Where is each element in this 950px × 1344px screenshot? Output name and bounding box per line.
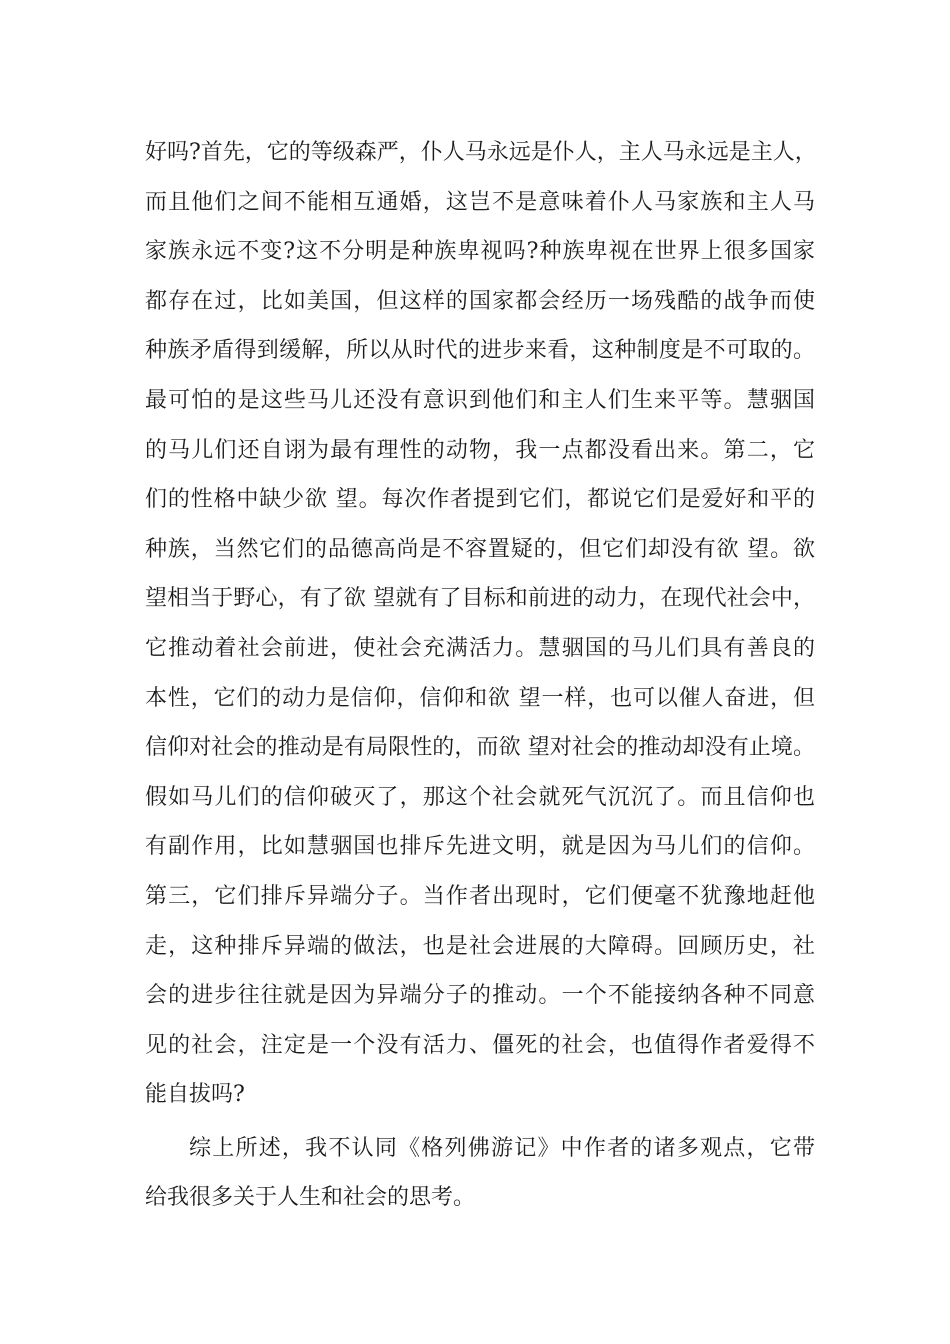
text-line: 信仰对社会的推动是有局限性的，而欲 望对社会的推动却没有止境。: [145, 735, 815, 761]
text-line: 好吗?首先，它的等级森严，仆人马永远是仆人，主人马永远是主人，: [145, 140, 817, 165]
text-line: 种族矛盾得到缓解，所以从时代的进步来看，这种制度是不可取的。: [145, 338, 815, 364]
paragraph: [145, 128, 815, 1120]
text-line: 第三，它们排斥异端分子。当作者出现时，它们便毫不犹豫地赶他: [145, 883, 815, 909]
text-line: 种族，当然它们的品德高尚是不容置疑的，但它们却没有欲 望。欲: [145, 536, 815, 562]
paragraph: [145, 1124, 815, 1223]
text-line: 望相当于野心，有了欲 望就有了目标和前进的动力，在现代社会中，: [145, 586, 815, 612]
text-line: 而且他们之间不能相互通婚，这岂不是意味着仆人马家族和主人马: [145, 189, 815, 215]
text-line: 它推动着社会前进，使社会充满活力。慧骃国的马儿们具有善良的: [145, 635, 815, 661]
text-line: 最可怕的是这些马儿还没有意识到他们和主人们生来平等。慧骃国: [145, 387, 815, 413]
text-line: 们的性格中缺少欲 望。每次作者提到它们，都说它们是爱好和平的: [145, 487, 815, 513]
text-line: 会的进步往往就是因为异端分子的推动。一个不能接纳各种不同意: [145, 983, 815, 1009]
text-line: 见的社会，注定是一个没有活力、僵死的社会，也值得作者爱得不: [145, 1032, 815, 1058]
text-line: 假如马儿们的信仰破灭了，那这个社会就死气沉沉了。而且信仰也: [145, 784, 815, 810]
document-body: [145, 128, 815, 1223]
text-line: 走，这种排斥异端的做法，也是社会进展的大障碍。回顾历史，社: [145, 933, 815, 959]
text-line: 家族永远不变?这不分明是种族卑视吗?种族卑视在世界上很多国家: [145, 239, 815, 265]
text-line: 能自拔吗?: [145, 1082, 245, 1108]
text-line: 都存在过，比如美国，但这样的国家都会经历一场残酷的战争而使: [145, 288, 815, 314]
text-line: 有副作用，比如慧骃国也排斥先进文明，就是因为马儿们的信仰。: [145, 834, 815, 860]
text-line: 本性，它们的动力是信仰，信仰和欲 望一样，也可以催人奋进，但: [145, 685, 815, 711]
text-line: 给我很多关于人生和社会的思考。: [145, 1185, 476, 1211]
text-line: 的马儿们还自诩为最有理性的动物，我一点都没看出来。第二，它: [145, 437, 815, 463]
text-line: 综上所述，我不认同《格列佛游记》中作者的诸多观点，它带: [189, 1135, 815, 1161]
